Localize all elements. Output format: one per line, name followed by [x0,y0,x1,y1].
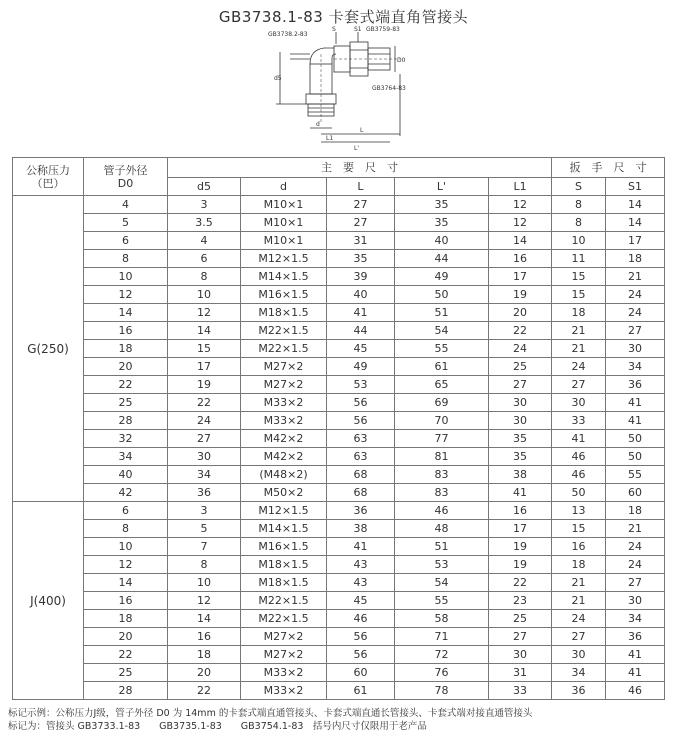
table-row [13,682,665,700]
table-cell: 12 [489,196,552,214]
table-cell: 41 [489,484,552,502]
fig-label-4: D0 [397,57,406,64]
table-cell: 51 [395,538,489,556]
table-row [13,196,665,214]
table-cell: 17 [606,232,665,250]
table-cell: 60 [327,664,395,682]
table-cell: 5 [168,520,241,538]
table-cell: 27 [606,322,665,340]
pressure-group-label: J(400) [13,502,84,700]
table-cell: 22 [489,322,552,340]
fig-label-0: GB3738.2-83 [268,31,308,38]
table-cell: 20 [84,358,168,376]
table-row [13,304,665,322]
table-cell: 21 [606,268,665,286]
table-cell: 46 [606,682,665,700]
table-cell: M42×2 [241,448,327,466]
table-cell: M22×1.5 [241,340,327,358]
table-cell: M27×2 [241,358,327,376]
note-example: 标记示例：公称压力J级，管子外径 D0 为 14mm 的卡套式端直通管接头、卡套式端直通长管接头、卡套式端对接直通管接头 [8,708,533,719]
table-cell: 27 [327,214,395,232]
table-cell: 46 [395,502,489,520]
table-cell: 56 [327,394,395,412]
table-cell: M12×1.5 [241,502,327,520]
table-cell: 34 [84,448,168,466]
table-row [13,448,665,466]
table-cell: M22×1.5 [241,610,327,628]
table-cell: 61 [327,682,395,700]
table-cell: 39 [327,268,395,286]
table-cell: 34 [552,664,606,682]
table-cell: 21 [552,592,606,610]
table-cell: 63 [327,448,395,466]
table-row [13,520,665,538]
table-cell: 22 [84,376,168,394]
table-cell: 30 [489,412,552,430]
table-cell: 14 [489,232,552,250]
table-cell: 21 [606,520,665,538]
table-cell: 41 [327,538,395,556]
table-cell: 63 [327,430,395,448]
table-cell: 18 [606,250,665,268]
table-row [13,286,665,304]
notes [8,707,678,733]
table-row [13,376,665,394]
table-cell: 25 [489,610,552,628]
table-cell: 36 [606,376,665,394]
table-cell: 24 [606,556,665,574]
table-cell: 25 [489,358,552,376]
table-cell: M27×2 [241,376,327,394]
table-cell: 14 [168,322,241,340]
table-cell: 78 [395,682,489,700]
table-cell: 71 [395,628,489,646]
table-cell: 6 [84,502,168,520]
note-marking: 标记为：管接头 GB3733.1-83 GB3735.1-83 GB3754.1-83 括号内尺寸仅限用于老产品 [8,721,427,732]
table-cell: 69 [395,394,489,412]
table-cell: 27 [489,376,552,394]
table-cell: 35 [489,448,552,466]
table-cell: 31 [327,232,395,250]
pressure-group-label: G(250) [13,196,84,502]
table-cell: 36 [606,628,665,646]
table-cell: 30 [606,592,665,610]
table-cell: 18 [552,304,606,322]
table-cell: 45 [327,592,395,610]
table-cell: M50×2 [241,484,327,502]
table-row [13,322,665,340]
table-cell: 22 [168,394,241,412]
table-cell: 12 [168,592,241,610]
table-row [13,556,665,574]
table-cell: 50 [395,286,489,304]
table-cell: 34 [606,610,665,628]
table-cell: 40 [327,286,395,304]
table-cell: 12 [84,556,168,574]
table-cell: 22 [489,574,552,592]
table-cell: M10×1 [241,232,327,250]
table-row [13,340,665,358]
table-cell: 16 [168,628,241,646]
table-cell: 30 [606,340,665,358]
table-row [13,466,665,484]
table-row [13,232,665,250]
table-cell: 70 [395,412,489,430]
table-cell: 56 [327,412,395,430]
table-cell: M10×1 [241,196,327,214]
table-row [13,502,665,520]
table-row [13,538,665,556]
table-cell: 10 [84,538,168,556]
table-cell: 76 [395,664,489,682]
table-cell: M14×1.5 [241,520,327,538]
table-cell: 27 [489,628,552,646]
table-cell: 15 [552,520,606,538]
table-cell: 5 [84,214,168,232]
table-cell: 24 [552,610,606,628]
table-cell: M16×1.5 [241,286,327,304]
table-cell: M10×1 [241,214,327,232]
table-cell: 56 [327,646,395,664]
table-cell: 23 [489,592,552,610]
table-row [13,574,665,592]
table-cell: M18×1.5 [241,574,327,592]
header-col-L1: L1 [489,178,552,196]
table-cell: 41 [606,646,665,664]
fig-label-6: GB3764-83 [372,85,406,92]
table-cell: 43 [327,574,395,592]
table-row [13,214,665,232]
table-cell: 36 [552,682,606,700]
table-cell: 17 [168,358,241,376]
table-cell: 24 [606,538,665,556]
table-cell: 17 [489,268,552,286]
table-cell: 19 [489,538,552,556]
table-cell: M18×1.5 [241,556,327,574]
table-cell: 32 [84,430,168,448]
table-cell: 46 [327,610,395,628]
table-cell: 20 [168,664,241,682]
table-cell: 54 [395,574,489,592]
table-cell: 48 [395,520,489,538]
table-cell: 10 [84,268,168,286]
table-cell: 14 [84,574,168,592]
table-cell: M27×2 [241,628,327,646]
header-pressure: 公称压力 （巴） [13,158,84,196]
table-row [13,484,665,502]
table-cell: 14 [84,304,168,322]
table-cell: 50 [552,484,606,502]
fig-label-7: d [316,121,320,128]
table-cell: 55 [395,592,489,610]
table-row [13,394,665,412]
table-cell: 55 [606,466,665,484]
table-cell: 41 [606,412,665,430]
table-cell: 7 [168,538,241,556]
table-cell: 61 [395,358,489,376]
table-cell: 81 [395,448,489,466]
table-cell: 83 [395,484,489,502]
fig-label-10: L' [354,145,359,152]
table-cell: 31 [489,664,552,682]
table-cell: M33×2 [241,664,327,682]
table-cell: 19 [489,286,552,304]
table-cell: 22 [84,646,168,664]
table-cell: 35 [489,430,552,448]
table-row [13,430,665,448]
table-cell: 35 [395,214,489,232]
table-cell: M18×1.5 [241,304,327,322]
table-cell: 68 [327,466,395,484]
table-cell: 72 [395,646,489,664]
table-cell: 68 [327,484,395,502]
table-cell: 41 [327,304,395,322]
header-col-S: S [552,178,606,196]
table-cell: 40 [395,232,489,250]
table-cell: 12 [168,304,241,322]
table-cell: 16 [552,538,606,556]
header-col-Lp: L' [395,178,489,196]
table-cell: 24 [552,358,606,376]
table-cell: 30 [552,394,606,412]
table-cell: 35 [395,196,489,214]
table-cell: 34 [606,358,665,376]
table-cell: 43 [327,556,395,574]
table-cell: 25 [84,394,168,412]
table-cell: 60 [606,484,665,502]
table-cell: 35 [327,250,395,268]
table-cell: M27×2 [241,646,327,664]
table-cell: 18 [552,556,606,574]
table-cell: 8 [168,268,241,286]
table-cell: 44 [327,322,395,340]
fig-label-9: L1 [326,135,334,142]
table-cell: 25 [84,664,168,682]
table-cell: 16 [489,250,552,268]
table-cell: 10 [552,232,606,250]
table-cell: 18 [84,610,168,628]
table-cell: 14 [606,196,665,214]
table-cell: 50 [606,430,665,448]
table-cell: 50 [606,448,665,466]
table-cell: 49 [395,268,489,286]
table-cell: 54 [395,322,489,340]
table-cell: 8 [552,196,606,214]
table-cell: 11 [552,250,606,268]
table-cell: 41 [606,664,665,682]
table-cell: 6 [168,250,241,268]
table-cell: M33×2 [241,394,327,412]
table-cell: 49 [327,358,395,376]
table-cell: 8 [84,250,168,268]
table-cell: 30 [489,394,552,412]
table-cell: M22×1.5 [241,592,327,610]
table-cell: 14 [168,610,241,628]
table-cell: M16×1.5 [241,538,327,556]
table-cell: 55 [395,340,489,358]
table-cell: 83 [395,466,489,484]
table-body [13,196,665,700]
fig-label-2: S1 [354,26,362,33]
table-cell: 28 [84,682,168,700]
table-cell: 8 [84,520,168,538]
table-cell: 6 [84,232,168,250]
header-col-d5: d5 [168,178,241,196]
page-title: GB3738.1-83 卡套式端直角管接头 [218,8,469,26]
table-cell: 16 [84,592,168,610]
header-col-S1: S1 [606,178,665,196]
table-cell: 21 [552,322,606,340]
header-pipe-od: 管子外径 D0 [84,158,168,196]
table-cell: 8 [552,214,606,232]
table-cell: 53 [327,376,395,394]
table-cell: 24 [168,412,241,430]
table-cell: 10 [168,286,241,304]
header-wrench: 扳 手 尺 寸 [552,158,665,178]
fig-label-5: d5 [274,75,282,82]
table-row [13,412,665,430]
table-cell: M42×2 [241,430,327,448]
table-cell: 24 [606,286,665,304]
table-cell: 22 [168,682,241,700]
table-row [13,628,665,646]
table-cell: 24 [489,340,552,358]
table-cell: 46 [552,466,606,484]
table-cell: 17 [489,520,552,538]
table-cell: 33 [552,412,606,430]
table-cell: 53 [395,556,489,574]
table-cell: 42 [84,484,168,502]
table-cell: M22×1.5 [241,322,327,340]
table-cell: 41 [606,394,665,412]
table-cell: 10 [168,574,241,592]
table-cell: 77 [395,430,489,448]
table-cell: 27 [552,376,606,394]
table-cell: 3.5 [168,214,241,232]
fig-label-8: L [360,127,364,134]
table-cell: M33×2 [241,412,327,430]
table-cell: 34 [168,466,241,484]
table-cell: 27 [606,574,665,592]
table-cell: 21 [552,340,606,358]
table-cell: 65 [395,376,489,394]
table-row [13,250,665,268]
header-main-dims: 主 要 尺 寸 [168,158,552,178]
table-row [13,646,665,664]
table-row [13,592,665,610]
table-cell: 36 [327,502,395,520]
table-cell: 46 [552,448,606,466]
table-cell: 16 [489,502,552,520]
table-cell: 21 [552,574,606,592]
table-cell: 8 [168,556,241,574]
table-row [13,664,665,682]
table-cell: 45 [327,340,395,358]
table-cell: 19 [489,556,552,574]
fig-label-1: S [332,26,336,33]
table-cell: 14 [606,214,665,232]
header-col-d: d [241,178,327,196]
table-cell: 30 [168,448,241,466]
table-cell: 12 [84,286,168,304]
table-cell: 16 [84,322,168,340]
table-cell: 3 [168,502,241,520]
table-row [13,358,665,376]
table-cell: 18 [168,646,241,664]
table-cell: 19 [168,376,241,394]
table-cell: 44 [395,250,489,268]
table-cell: 38 [327,520,395,538]
table-cell: 24 [606,304,665,322]
table-cell: M33×2 [241,682,327,700]
table-cell: 15 [552,286,606,304]
table-cell: (M48×2) [241,466,327,484]
table-cell: 13 [552,502,606,520]
table-cell: M14×1.5 [241,268,327,286]
table-cell: 20 [84,628,168,646]
table-cell: 18 [84,340,168,358]
table-cell: M12×1.5 [241,250,327,268]
table-row [13,268,665,286]
table-cell: 58 [395,610,489,628]
table-cell: 33 [489,682,552,700]
table-row [13,610,665,628]
table-cell: 28 [84,412,168,430]
table-cell: 4 [168,232,241,250]
table-cell: 51 [395,304,489,322]
spec-table [12,157,665,700]
header-col-L: L [327,178,395,196]
table-cell: 18 [606,502,665,520]
table-cell: 41 [552,430,606,448]
table-cell: 27 [552,628,606,646]
fitting-drawing [250,24,450,154]
table-cell: 38 [489,466,552,484]
table-cell: 27 [327,196,395,214]
fig-label-3: GB3759-83 [366,26,400,33]
table-cell: 27 [168,430,241,448]
table-cell: 30 [489,646,552,664]
table-cell: 36 [168,484,241,502]
table-cell: 3 [168,196,241,214]
table-cell: 15 [168,340,241,358]
table-cell: 30 [552,646,606,664]
table-cell: 56 [327,628,395,646]
table-cell: 12 [489,214,552,232]
table-cell: 4 [84,196,168,214]
table-cell: 40 [84,466,168,484]
table-cell: 15 [552,268,606,286]
table-cell: 20 [489,304,552,322]
